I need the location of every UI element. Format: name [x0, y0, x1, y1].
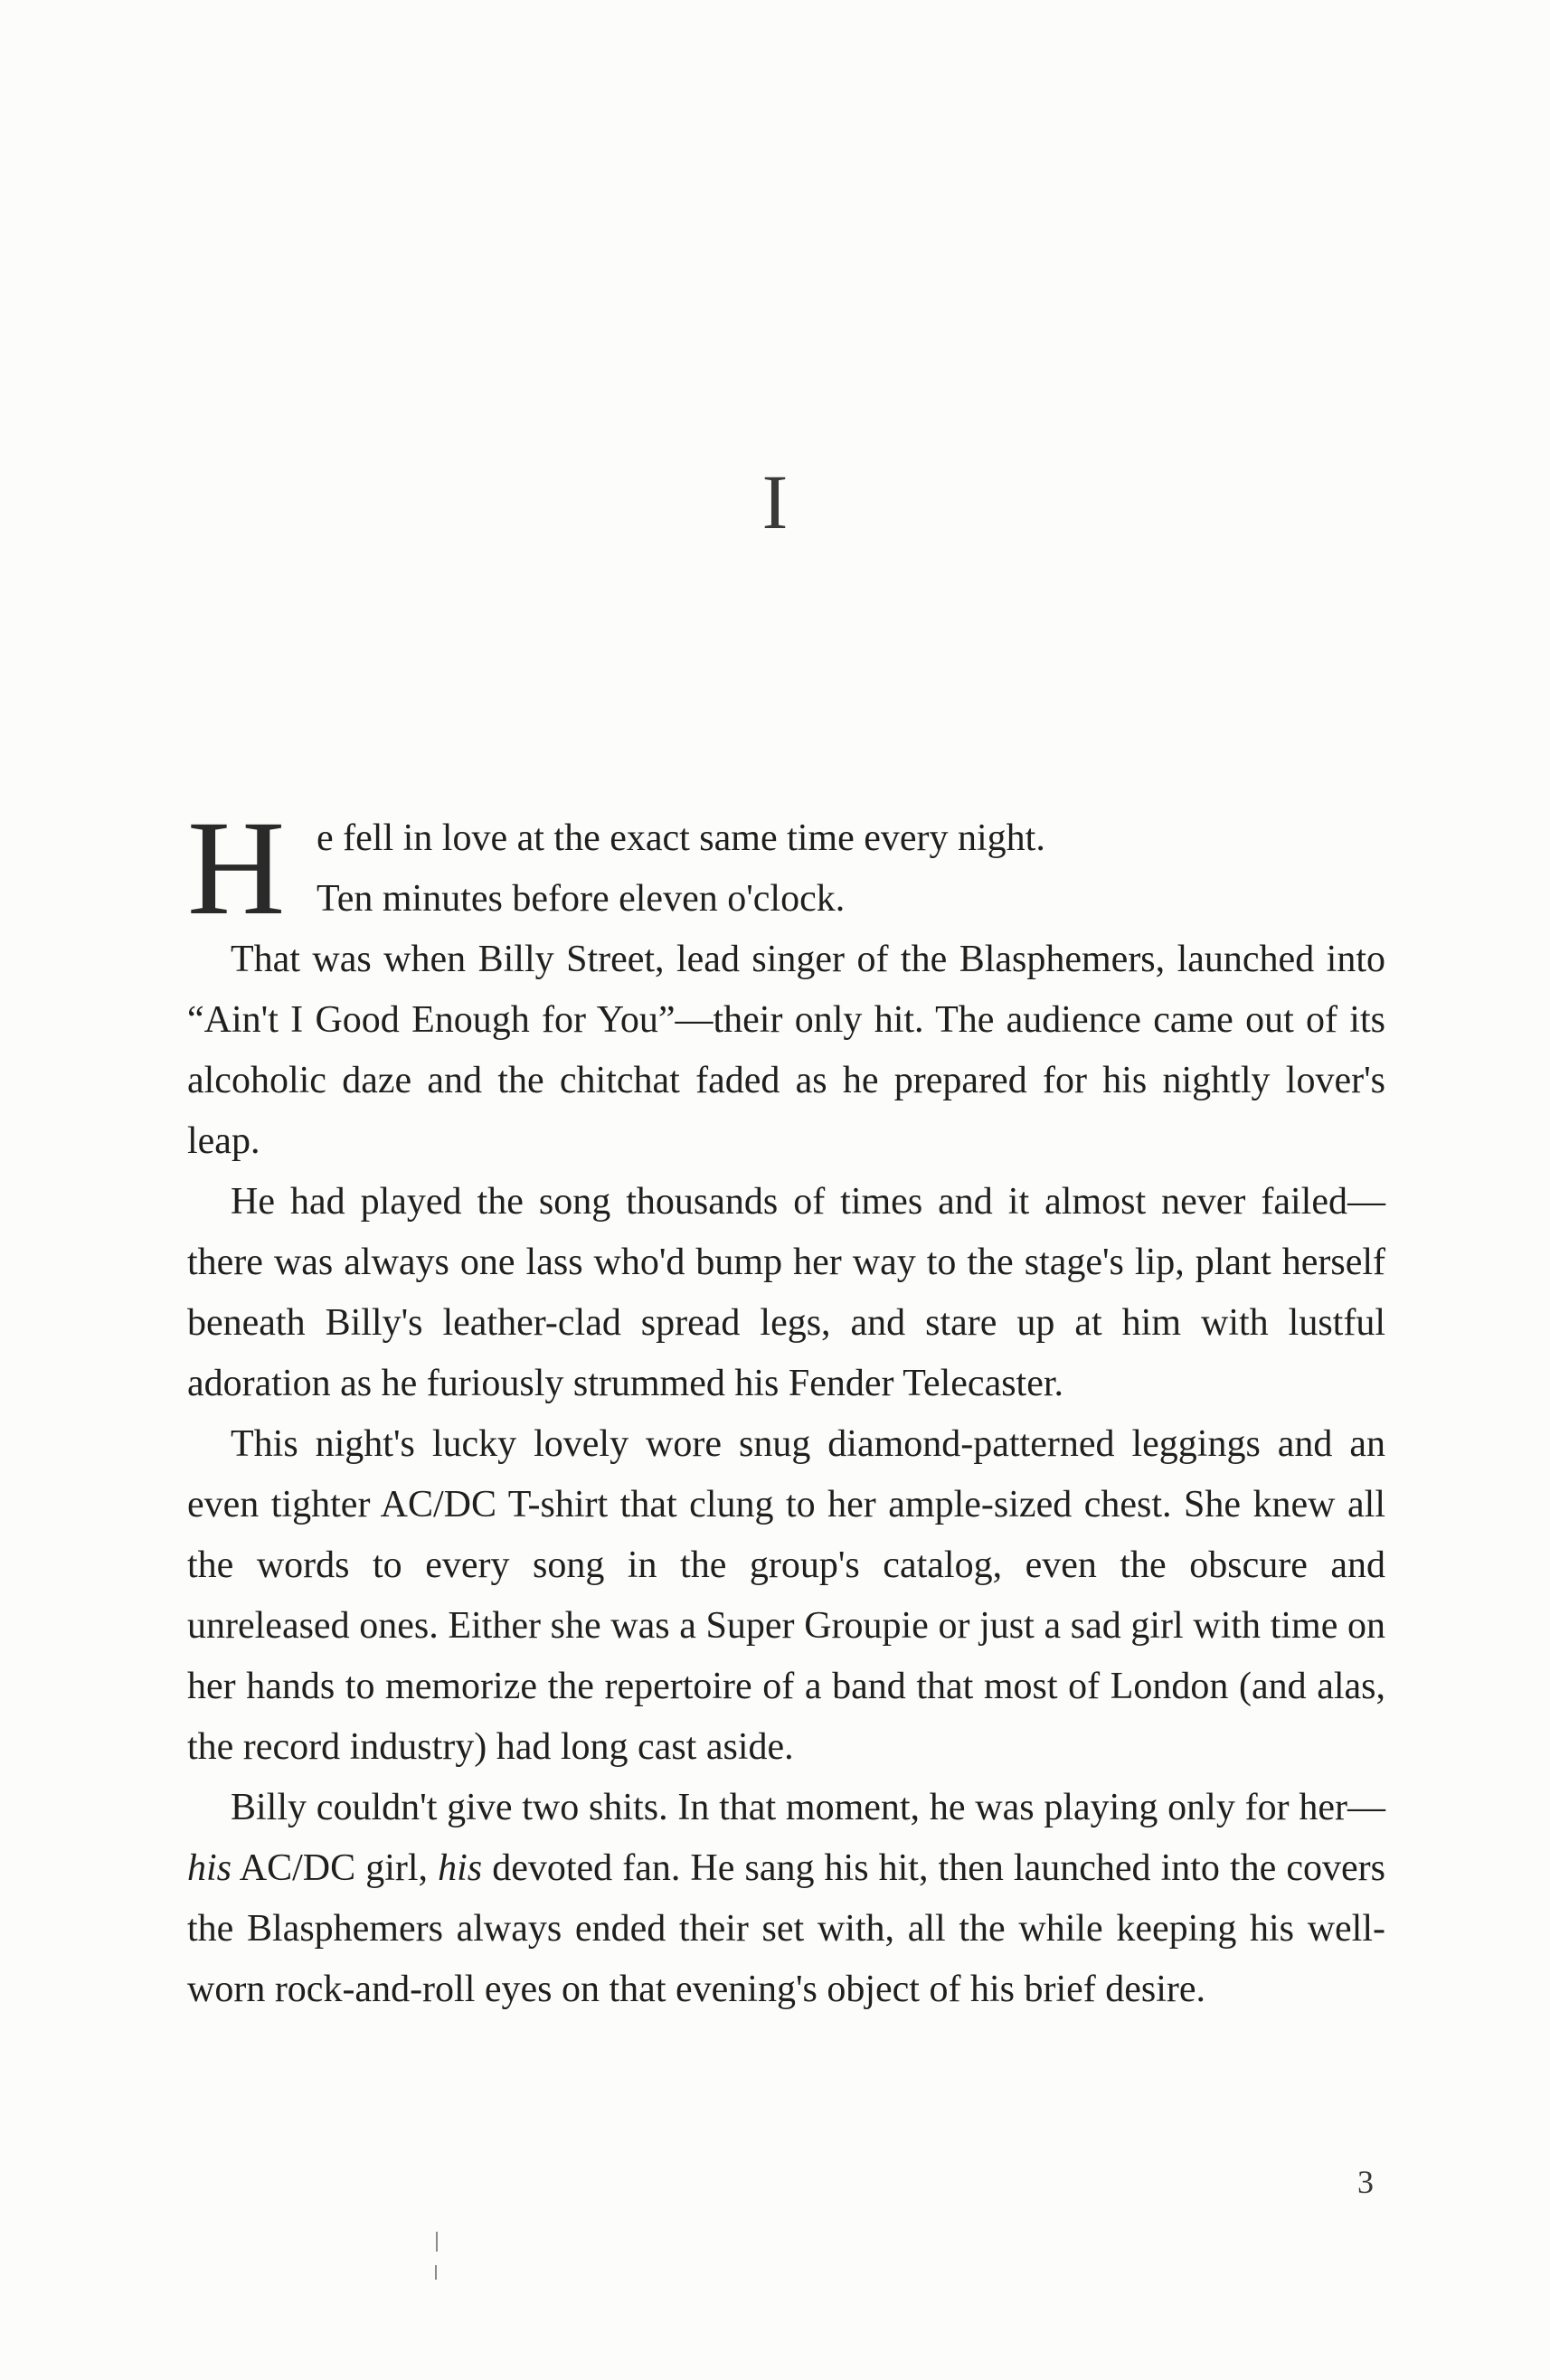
scan-mark	[435, 2265, 437, 2280]
page-number: 3	[1357, 2164, 1374, 2200]
paragraph-4	[187, 1778, 1385, 2020]
paragraph-4-text-end: devoted fan. He sang his hit, then launched into the covers the Blasphemers always ended their set with, all the while keeping his well-worn rock-and-roll eyes on that evening's object of his brief desire.	[187, 1847, 1385, 2010]
paragraph-3-text: This night's lucky lovely wore snug diamond-patterned leggings and an even tighter AC/DC T-shirt that clung to her ample-sized chest. She knew all the words to every song in the group's catalog, even the obscure and unreleased ones. Either she was a Super Groupie or just a sad girl with time on her hands to memorize the repertoire of a band that most of London (and alas, the record industry) had long cast aside.	[187, 1423, 1385, 1768]
paragraph-2	[187, 1172, 1385, 1414]
opening-lines	[187, 793, 1385, 943]
chapter-number: I	[761, 458, 789, 545]
paragraph-3	[187, 1414, 1385, 1778]
paragraph-4-emphasis-2: his	[438, 1847, 483, 1889]
paragraph-4-text-start: Billy couldn't give two shits. In that moment, he was playing only for her—	[231, 1787, 1385, 1828]
paragraph-4-emphasis-1: his	[187, 1847, 232, 1889]
opening-line-2: Ten minutes before eleven o'clock.	[317, 878, 846, 920]
scan-mark	[436, 2232, 438, 2252]
paragraph-4-text-middle: AC/DC girl,	[232, 1847, 439, 1889]
paragraph-2-text: He had played the song thousands of times and it almost never failed—there was always one lass who'd bump her way to the stage's lip, plant herself beneath Billy's leather-clad spread legs, and stare up at him with lustful adoration as he furiously strummed his Fender Telecaster.	[187, 1181, 1385, 1404]
paragraph-1	[187, 930, 1385, 1172]
paragraph-1-text: That was when Billy Street, lead singer of the Blasphemers, launched into “Ain't I Good Enough for You”—their only hit. The audience came out of its alcoholic daze and the chitchat faded as he prepared for his nightly lover's leap.	[187, 939, 1385, 1162]
body-text	[187, 793, 1385, 2020]
opening-line-1: e fell in love at the exact same time every night.	[317, 817, 1045, 859]
drop-cap: H	[187, 793, 286, 943]
